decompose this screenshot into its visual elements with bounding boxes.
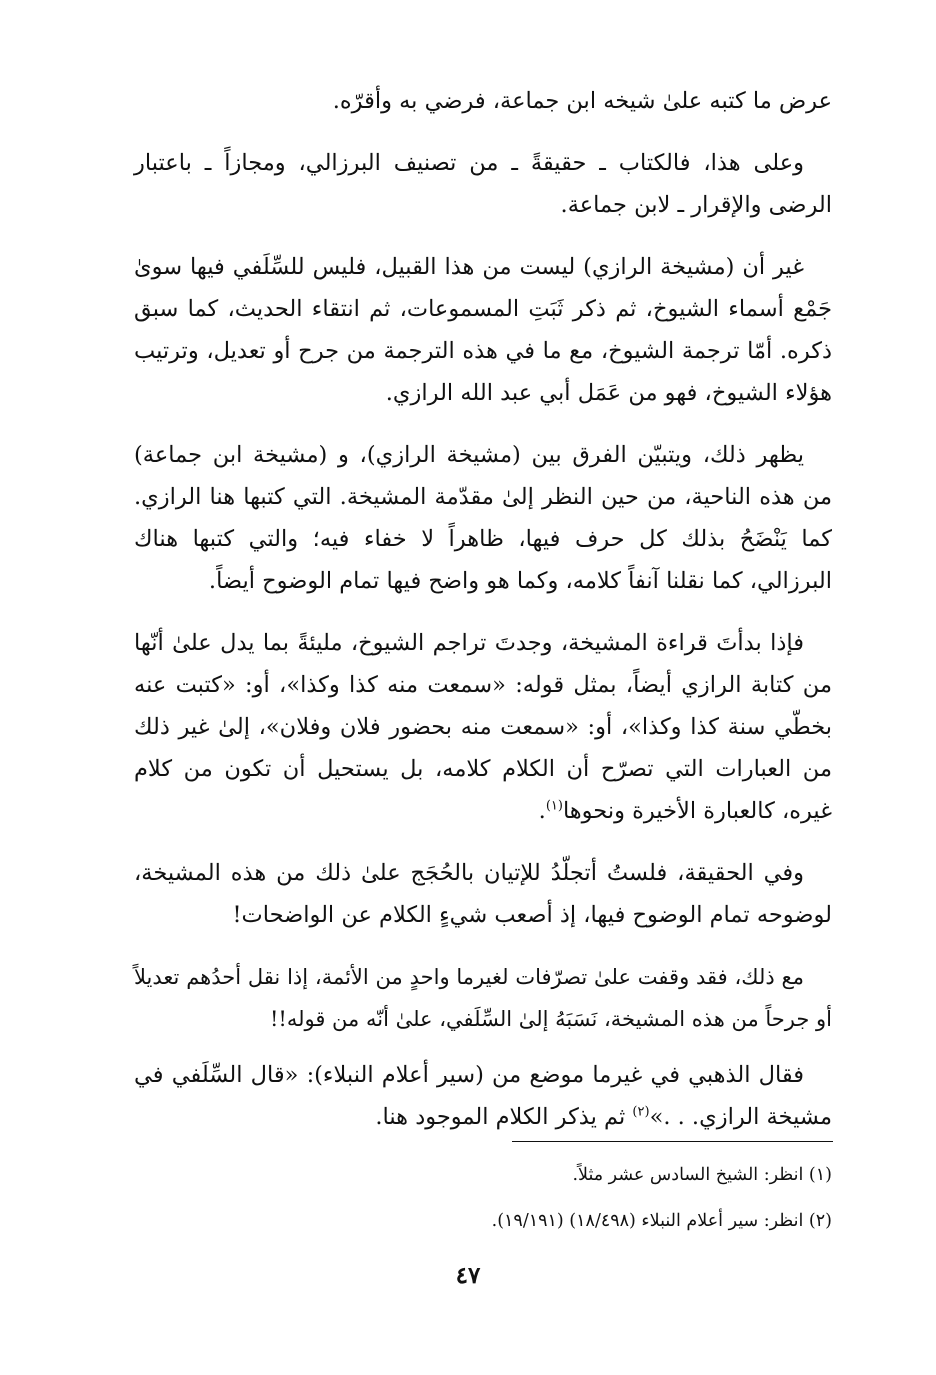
- paragraph-5-text: فإذا بدأتَ قراءة المشيخة، وجدتَ تراجم الشيوخ، مليئةً بما يدل علىٰ أنّها من كتابة الرازي أيضاً، بمثل قوله: «سمعت منه كذا وكذا»، أو: «كتبت عنه بخطّي سنة كذا وكذا»، أو: «سمعت منه بحضور فلان وفلان»، إلىٰ غير ذلك من العبارات التي تصرّح أن الكلام كلامه، بل يستحيل أن تكون من كلام غيره، كالعبارة الأخيرة ونحوها: [134, 630, 832, 824]
- footnote-ref-1: (١): [545, 798, 563, 814]
- paragraph-7: مع ذلك، فقد وقفت علىٰ تصرّفات لغيرما واحدٍ من الأئمة، إذا نقل أحدُهم تعديلاً أو جرحاً من هذه المشيخة، نَسَبَهُ إلىٰ السِّلَفي، علىٰ أنّه من قوله!!: [134, 965, 832, 1031]
- paragraph-3: غير أن (مشيخة الرازي) ليست من هذا القبيل، فليس للسِّلَفي فيها سوىٰ جَمْع أسماء الشيوخ، ثم ذكر ثَبَتِ المسموعات، ثم انتقاء الحديث، كما سبق ذكره. أمّا ترجمة الشيوخ، مع ما في هذه الترجمة من جرح أو تعديل، وترتيب هؤلاء الشيوخ، فهو من عَمَل أبي عبد الله الرازي.: [134, 254, 832, 406]
- paragraph-6: وفي الحقيقة، فلستُ أتجلّدُ للإتيان بالحُجَج علىٰ ذلك من هذه المشيخة، لوضوحه تمام الوضوح فيها، إذ أصعب شيءٍ الكلام عن الواضحات!: [134, 860, 832, 928]
- paragraph-2: وعلى هذا، فالكتاب ـ حقيقةً ـ من تصنيف البرزالي، ومجازاً ـ باعتبار الرضى والإقرار ـ لابن جماعة.: [134, 150, 832, 218]
- paragraph-8-end: ثم يذكر الكلام الموجود هنا.: [375, 1104, 633, 1130]
- footnotes: [300, 1152, 832, 1244]
- paragraph-5: [134, 622, 832, 832]
- paragraph-4: يظهر ذلك، ويتبيّن الفرق بين (مشيخة الرازي)، و (مشيخة ابن جماعة) من هذه الناحية، من حين النظر إلىٰ مقدّمة المشيخة. التي كتبها هنا الرازي. كما يَنْضَحُ بذلك كل حرف فيها، ظاهراً لا خفاء فيه؛ والتي كتبها هناك البرزالي، كما نقلنا آنفاً كلامه، وكما هو واضح فيها تمام الوضوح أيضاً.: [134, 442, 832, 594]
- main-text: [134, 80, 832, 1138]
- paragraph-1: عرض ما كتبه علىٰ شيخه ابن جماعة، فرضي به وأقرّه.: [332, 88, 832, 114]
- footnote-1: (١) انظر: الشيخ السادس عشر مثلاً.: [572, 1165, 832, 1185]
- footnote-2: (٢) انظر: سير أعلام النبلاء (١٨/٤٩٨) (١٩/١٩١).: [491, 1211, 832, 1231]
- paragraph-8-text: فقال الذهبي في غيرما موضع من (سير أعلام النبلاء): «قال السِّلَفي في مشيخة الرازي. . .»: [134, 1062, 832, 1130]
- footnote-ref-2: (٢): [632, 1104, 650, 1120]
- paragraph-5-end: .: [538, 798, 546, 824]
- footnote-separator: [512, 1141, 833, 1142]
- page-number: ٤٧: [455, 1262, 481, 1289]
- paragraph-8: [134, 1054, 832, 1138]
